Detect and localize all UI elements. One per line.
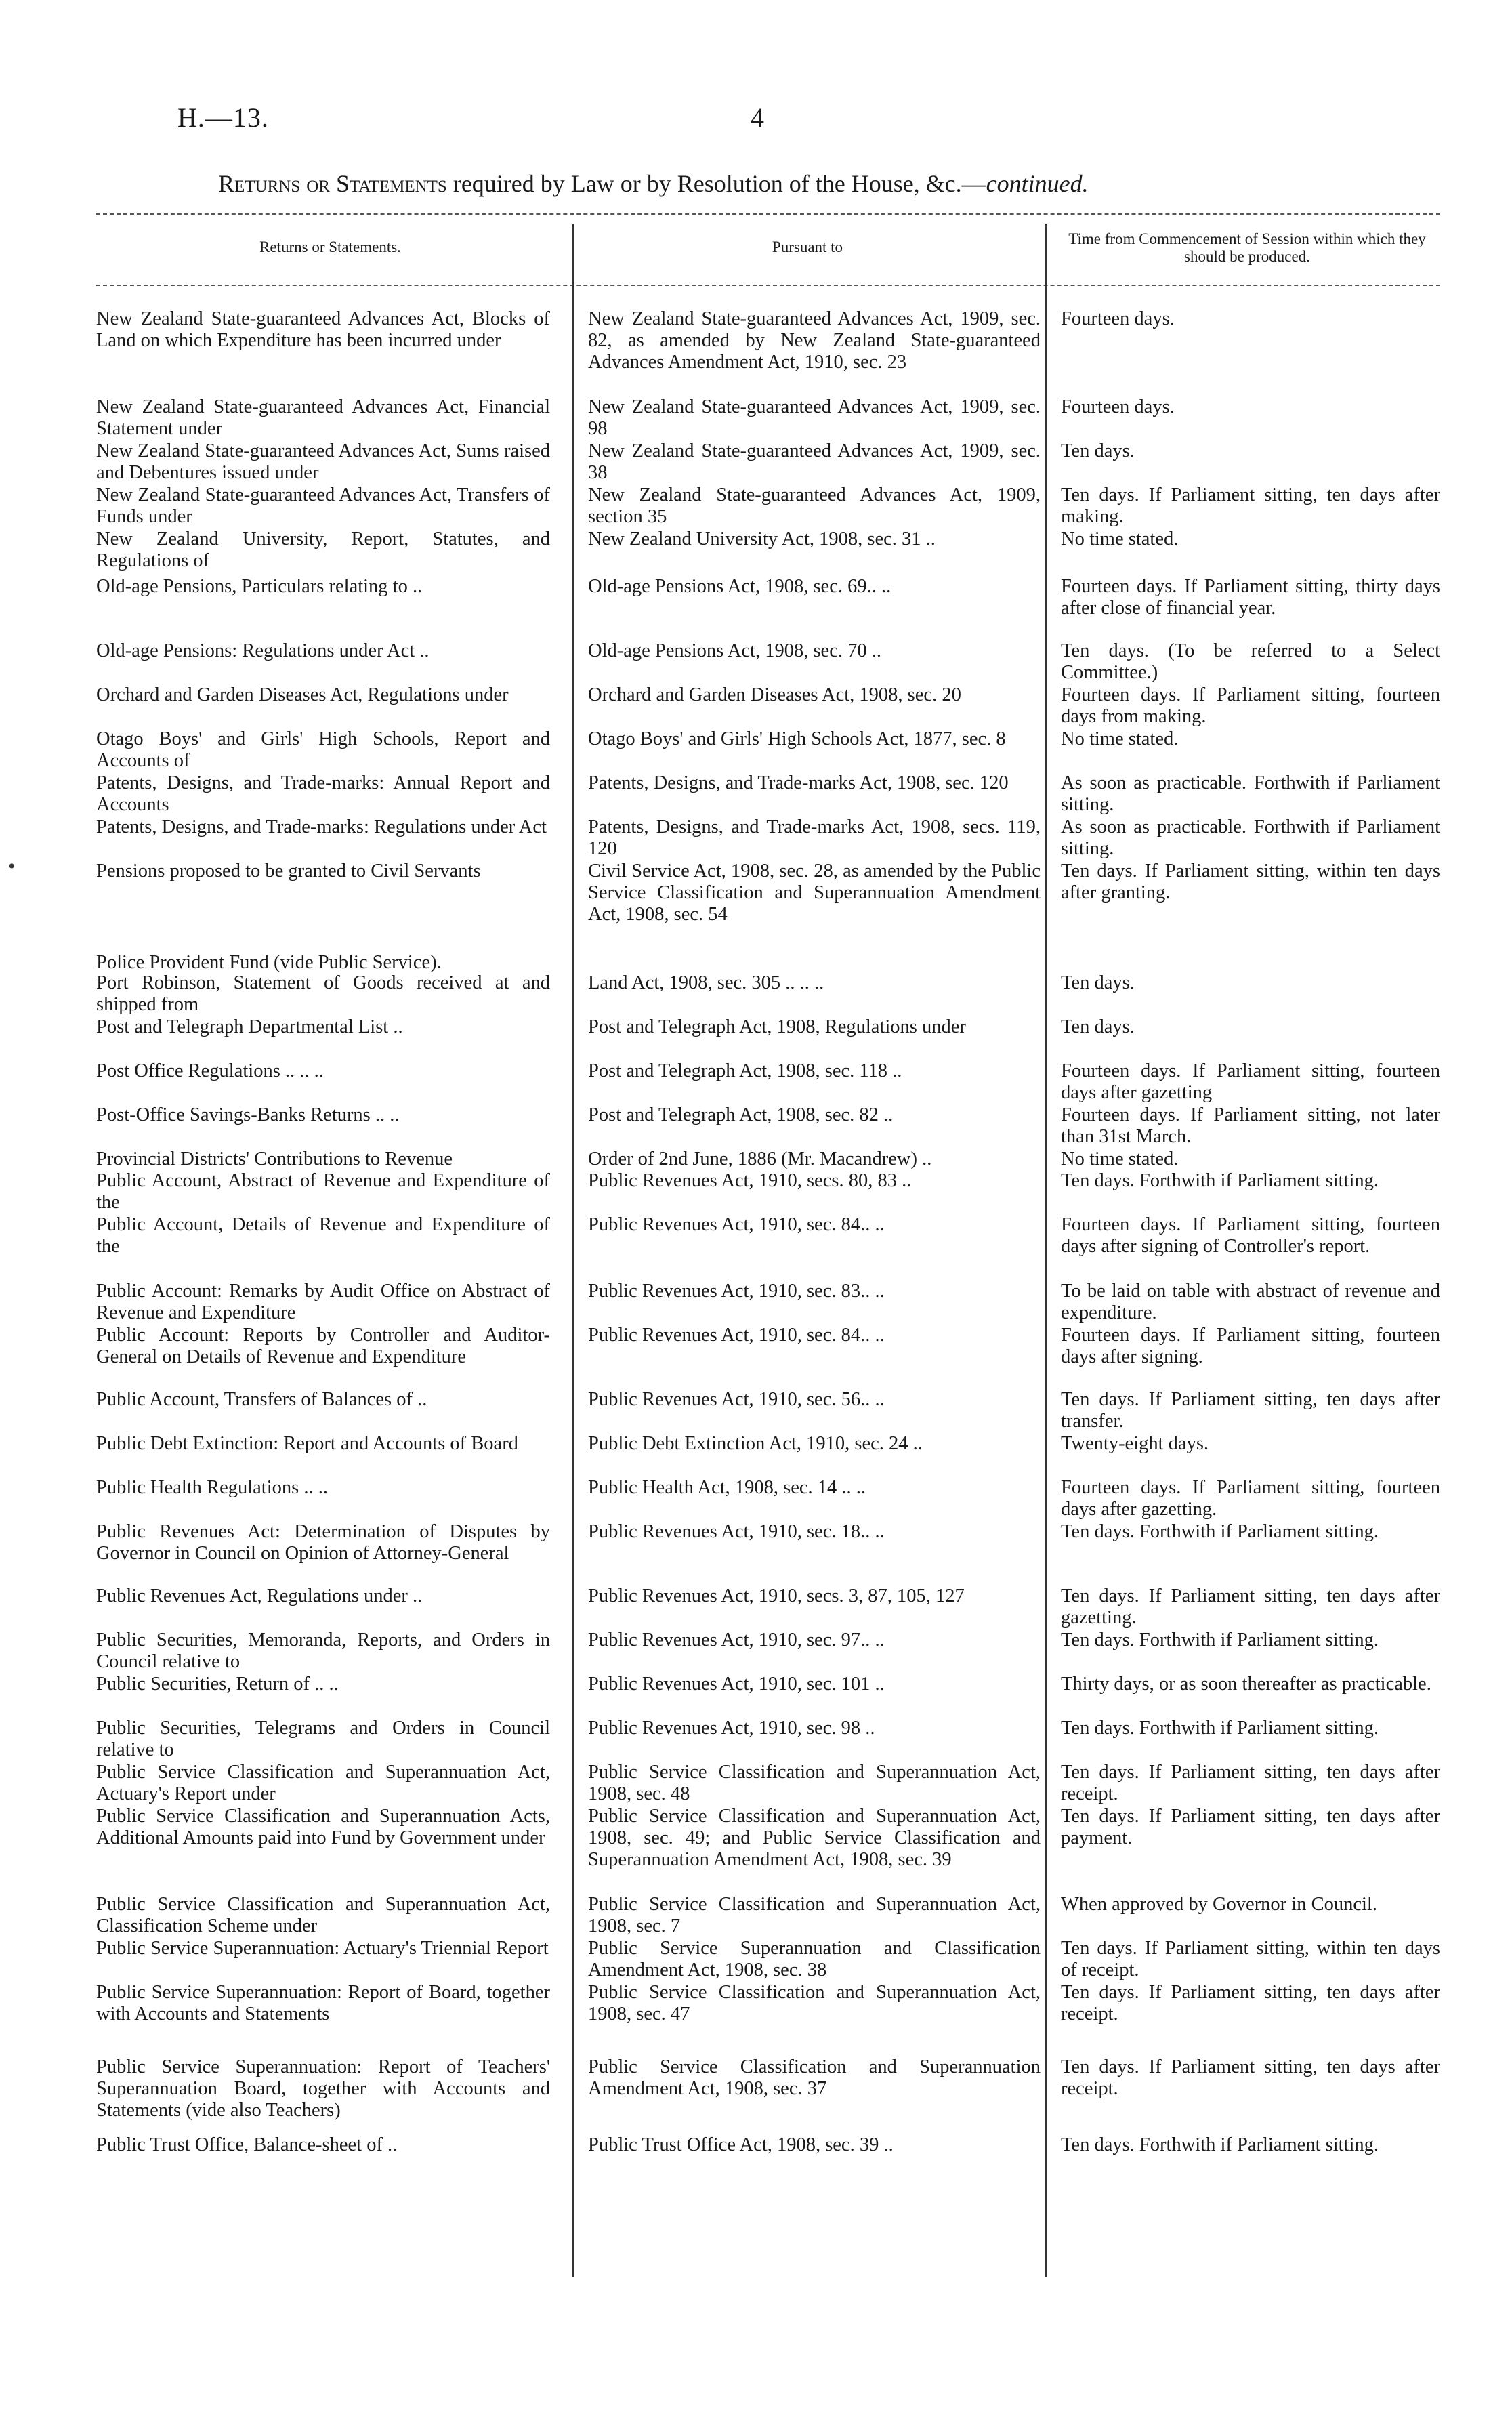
time-cell: Thirty days, or as soon thereafter as practicable. — [1061, 1674, 1431, 1695]
returns-cell: Old-age Pensions, Particulars relating to .. — [96, 576, 423, 597]
returns-cell: Public Revenues Act, Regulations under .. — [96, 1585, 423, 1607]
time-cell: No time stated. — [1061, 528, 1179, 550]
time-cell: Ten days. If Parliament sitting, ten days after transfer. — [1061, 1389, 1440, 1432]
returns-cell: Public Account: Reports by Controller and Auditor-General on Details of Revenue and Expenditure — [96, 1325, 550, 1367]
time-cell: Ten days. Forthwith if Parliament sitting. — [1061, 1170, 1379, 1191]
time-cell: Fourteen days. If Parliament sitting, fourteen days after gazetting. — [1061, 1477, 1440, 1520]
column-header-pursuant: Pursuant to — [772, 239, 843, 255]
pursuant-cell: Orchard and Garden Diseases Act, 1908, sec. 20 — [588, 684, 961, 705]
returns-cell: Public Service Classification and Superannuation Act, Classification Scheme under — [96, 1894, 550, 1936]
time-cell: No time stated. — [1061, 728, 1179, 749]
time-cell: Ten days. — [1061, 1016, 1135, 1037]
time-cell: Ten days. If Parliament sitting, ten days after payment. — [1061, 1806, 1440, 1848]
pursuant-cell: Public Revenues Act, 1910, sec. 18.. .. — [588, 1521, 885, 1542]
time-cell: Ten days. If Parliament sitting, within ten days of receipt. — [1061, 1938, 1440, 1981]
time-cell: Fourteen days. If Parliament sitting, thirty days after close of financial year. — [1061, 576, 1440, 619]
margin-dot: • — [8, 855, 16, 877]
returns-cell: Patents, Designs, and Trade-marks: Regulations under Act — [96, 816, 547, 837]
pursuant-cell: Post and Telegraph Act, 1908, Regulations under — [588, 1016, 966, 1037]
returns-cell: Police Provident Fund (vide Public Service). — [96, 952, 442, 973]
header-rule — [96, 285, 1440, 286]
pursuant-cell: New Zealand State-guaranteed Advances Act, 1909, sec. 98 — [588, 396, 1041, 439]
returns-cell: Pensions proposed to be granted to Civil Servants — [96, 861, 481, 882]
time-cell: Ten days. — [1061, 440, 1135, 461]
pursuant-cell: Public Health Act, 1908, sec. 14 .. .. — [588, 1477, 866, 1498]
pursuant-cell: Civil Service Act, 1908, sec. 28, as amended by the Public Service Classification and Superannuation Amendment Act, 1908, sec. 54 — [588, 861, 1041, 925]
time-cell: As soon as practicable. Forthwith if Parliament sitting. — [1061, 772, 1440, 815]
pursuant-cell: Public Service Classification and Superannuation Act, 1908, sec. 48 — [588, 1762, 1041, 1804]
pursuant-cell: Public Service Classification and Superannuation Act, 1908, sec. 7 — [588, 1894, 1041, 1936]
pursuant-cell: Patents, Designs, and Trade-marks Act, 1908, secs. 119, 120 — [588, 816, 1041, 859]
time-cell: No time stated. — [1061, 1148, 1179, 1169]
time-cell: Fourteen days. If Parliament sitting, fourteen days from making. — [1061, 684, 1440, 727]
time-cell: As soon as practicable. Forthwith if Parliament sitting. — [1061, 816, 1440, 859]
pursuant-cell: Post and Telegraph Act, 1908, sec. 118 .. — [588, 1060, 902, 1081]
pursuant-cell: Order of 2nd June, 1886 (Mr. Macandrew) .. — [588, 1148, 932, 1169]
returns-cell: New Zealand State-guaranteed Advances Act, Transfers of Funds under — [96, 484, 550, 527]
time-cell: Ten days. If Parliament sitting, ten days after making. — [1061, 484, 1440, 527]
time-cell: Twenty-eight days. — [1061, 1433, 1209, 1454]
time-cell: Ten days. If Parliament sitting, ten days after receipt. — [1061, 2056, 1440, 2099]
time-cell: Ten days. Forthwith if Parliament sitting. — [1061, 1521, 1379, 1542]
pursuant-cell: Public Trust Office Act, 1908, sec. 39 .. — [588, 2134, 894, 2155]
column-divider-2 — [1045, 224, 1047, 2277]
running-title-smallcaps: Returns or Statements — [218, 170, 447, 197]
returns-cell: Public Health Regulations .. .. — [96, 1477, 328, 1498]
pursuant-cell: Patents, Designs, and Trade-marks Act, 1908, sec. 120 — [588, 772, 1009, 793]
pursuant-cell: Public Revenues Act, 1910, sec. 84.. .. — [588, 1325, 885, 1346]
pursuant-cell: Land Act, 1908, sec. 305 .. .. .. — [588, 972, 824, 993]
returns-cell: New Zealand State-guaranteed Advances Act, Sums raised and Debentures issued under — [96, 440, 550, 483]
time-cell: Fourteen days. If Parliament sitting, fourteen days after signing of Controller's report. — [1061, 1214, 1440, 1257]
returns-cell: Public Trust Office, Balance-sheet of .. — [96, 2134, 398, 2155]
returns-cell: Post-Office Savings-Banks Returns .. .. — [96, 1104, 400, 1125]
returns-cell: Orchard and Garden Diseases Act, Regulations under — [96, 684, 509, 705]
time-cell: Ten days. Forthwith if Parliament sitting. — [1061, 2134, 1379, 2155]
pursuant-cell: Public Service Classification and Superannuation Amendment Act, 1908, sec. 37 — [588, 2056, 1041, 2099]
time-cell: Ten days. If Parliament sitting, ten days after receipt. — [1061, 1982, 1440, 2025]
pursuant-cell: Public Revenues Act, 1910, sec. 97.. .. — [588, 1630, 885, 1651]
document-code: H.—13. — [177, 102, 269, 133]
pursuant-cell: Otago Boys' and Girls' High Schools Act, 1877, sec. 8 — [588, 728, 1006, 749]
returns-cell: Public Service Classification and Superannuation Acts, Additional Amounts paid into Fund by Government under — [96, 1806, 550, 1848]
returns-cell: Public Service Superannuation: Report of Teachers' Superannuation Board, together with Accounts and Statements (vide also Teachers) — [96, 2056, 550, 2121]
pursuant-cell: Public Revenues Act, 1910, secs. 80, 83 .. — [588, 1170, 912, 1191]
returns-cell: Public Securities, Memoranda, Reports, and Orders in Council relative to — [96, 1630, 550, 1672]
returns-cell: Public Service Classification and Superannuation Act, Actuary's Report under — [96, 1762, 550, 1804]
pursuant-cell: New Zealand State-guaranteed Advances Act, 1909, sec. 38 — [588, 440, 1041, 483]
returns-cell: Public Securities, Telegrams and Orders in Council relative to — [96, 1718, 550, 1760]
pursuant-cell: Old-age Pensions Act, 1908, sec. 70 .. — [588, 640, 881, 661]
running-title — [218, 169, 1089, 198]
returns-cell: Port Robinson, Statement of Goods received at and shipped from — [96, 972, 550, 1015]
returns-cell: Otago Boys' and Girls' High Schools, Report and Accounts of — [96, 728, 550, 771]
time-cell: Ten days. Forthwith if Parliament sitting. — [1061, 1718, 1379, 1739]
pursuant-cell: New Zealand State-guaranteed Advances Act, 1909, sec. 82, as amended by New Zealand State-guaranteed Advances Amendment Act, 1910, sec. 23 — [588, 308, 1041, 373]
returns-cell: Public Account: Remarks by Audit Office on Abstract of Revenue and Expenditure — [96, 1281, 550, 1323]
pursuant-cell: Public Service Classification and Superannuation Act, 1908, sec. 47 — [588, 1982, 1041, 2025]
returns-cell: Public Account, Abstract of Revenue and Expenditure of the — [96, 1170, 550, 1213]
returns-cell: Public Service Superannuation: Report of Board, together with Accounts and Statements — [96, 1982, 550, 2025]
running-title-continued: continued. — [986, 170, 1089, 197]
returns-cell: Old-age Pensions: Regulations under Act .. — [96, 640, 429, 661]
column-divider-1 — [572, 224, 574, 2277]
time-cell: Ten days. Forthwith if Parliament sitting. — [1061, 1630, 1379, 1651]
pursuant-cell: Public Service Superannuation and Classification Amendment Act, 1908, sec. 38 — [588, 1938, 1041, 1981]
pursuant-cell: Public Revenues Act, 1910, sec. 56.. .. — [588, 1389, 885, 1410]
returns-cell: Public Securities, Return of .. .. — [96, 1674, 339, 1695]
returns-cell: New Zealand State-guaranteed Advances Act, Financial Statement under — [96, 396, 550, 439]
pursuant-cell: Public Revenues Act, 1910, sec. 83.. .. — [588, 1281, 885, 1302]
pursuant-cell: Public Debt Extinction Act, 1910, sec. 24 .. — [588, 1433, 923, 1454]
pursuant-cell: Post and Telegraph Act, 1908, sec. 82 .. — [588, 1104, 894, 1125]
page-number: 4 — [751, 102, 764, 133]
returns-cell: Post and Telegraph Departmental List .. — [96, 1016, 403, 1037]
time-cell: Fourteen days. If Parliament sitting, fourteen days after signing. — [1061, 1325, 1440, 1367]
returns-cell: Public Debt Extinction: Report and Accounts of Board — [96, 1433, 518, 1454]
pursuant-cell: Public Revenues Act, 1910, sec. 98 .. — [588, 1718, 875, 1739]
returns-cell: Public Service Superannuation: Actuary's Triennial Report — [96, 1938, 549, 1959]
returns-cell: Public Account, Details of Revenue and Expenditure of the — [96, 1214, 550, 1257]
top-rule — [96, 213, 1440, 215]
time-cell: Fourteen days. If Parliament sitting, fourteen days after gazetting — [1061, 1060, 1440, 1103]
time-cell: Ten days. If Parliament sitting, ten days after receipt. — [1061, 1762, 1440, 1804]
returns-cell: New Zealand State-guaranteed Advances Act, Blocks of Land on which Expenditure has been incurred under — [96, 308, 550, 351]
running-title-rest: required by Law or by Resolution of the House, &c.— — [446, 170, 986, 197]
time-cell: To be laid on table with abstract of revenue and expenditure. — [1061, 1281, 1440, 1323]
pursuant-cell: Public Revenues Act, 1910, sec. 84.. .. — [588, 1214, 885, 1235]
time-cell: When approved by Governor in Council. — [1061, 1894, 1377, 1915]
time-cell: Ten days. If Parliament sitting, ten days after gazetting. — [1061, 1585, 1440, 1628]
time-cell: Fourteen days. — [1061, 308, 1175, 329]
time-cell: Ten days. (To be referred to a Select Committee.) — [1061, 640, 1440, 683]
pursuant-cell: Public Revenues Act, 1910, secs. 3, 87, 105, 127 — [588, 1585, 965, 1607]
column-header-returns: Returns or Statements. — [259, 239, 401, 255]
pursuant-cell: New Zealand University Act, 1908, sec. 31 .. — [588, 528, 936, 550]
returns-cell: Post Office Regulations .. .. .. — [96, 1060, 324, 1081]
time-cell: Fourteen days. If Parliament sitting, not later than 31st March. — [1061, 1104, 1440, 1147]
column-header-time: Time from Commencement of Session within which they should be produced. — [1068, 230, 1426, 265]
time-cell: Fourteen days. — [1061, 396, 1175, 417]
time-cell: Ten days. — [1061, 972, 1135, 993]
returns-cell: Public Account, Transfers of Balances of .. — [96, 1389, 427, 1410]
returns-cell: Provincial Districts' Contributions to Revenue — [96, 1148, 453, 1169]
pursuant-cell: Old-age Pensions Act, 1908, sec. 69.. .. — [588, 576, 891, 597]
returns-cell: Public Revenues Act: Determination of Disputes by Governor in Council on Opinion of Attorney-General — [96, 1521, 550, 1564]
returns-cell: New Zealand University, Report, Statutes, and Regulations of — [96, 528, 550, 571]
pursuant-cell: Public Service Classification and Superannuation Act, 1908, sec. 49; and Public Service Classification and Superannuation Amendment Act, 1908, sec. 39 — [588, 1806, 1041, 1870]
pursuant-cell: Public Revenues Act, 1910, sec. 101 .. — [588, 1674, 885, 1695]
pursuant-cell: New Zealand State-guaranteed Advances Act, 1909, section 35 — [588, 484, 1041, 527]
time-cell: Ten days. If Parliament sitting, within ten days after granting. — [1061, 861, 1440, 903]
returns-cell: Patents, Designs, and Trade-marks: Annual Report and Accounts — [96, 772, 550, 815]
